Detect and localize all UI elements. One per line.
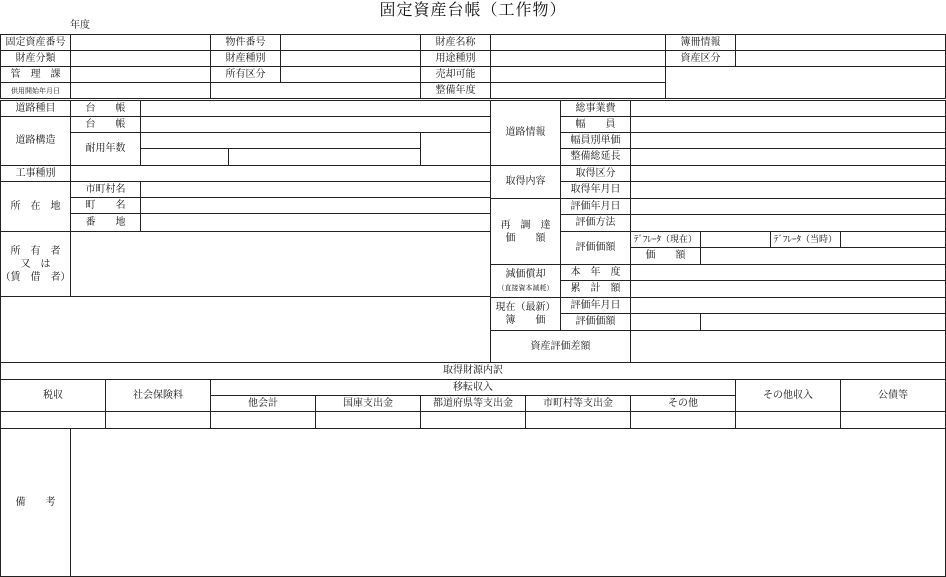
prefectural-field[interactable] [420, 411, 526, 429]
acquisition-category-label: 取得区分 [575, 167, 616, 179]
use-type-field[interactable] [490, 50, 666, 67]
lot-label: 番 地 [85, 216, 126, 228]
unit-price-field[interactable] [630, 132, 946, 149]
municipal-field[interactable] [525, 411, 631, 429]
other-accounts-label: 他会計 [248, 397, 278, 409]
national-field[interactable] [315, 411, 421, 429]
owner-field[interactable] [70, 231, 491, 297]
acquisition-category-field[interactable] [630, 165, 946, 182]
width-label: 幅 員 [575, 118, 616, 130]
total-cost-label: 総事業費 [575, 102, 616, 114]
other-income-label: その他収入 [763, 389, 813, 401]
depreciation-label: 減価償却 [505, 268, 546, 280]
road-structure-label: 道路構造 [15, 135, 56, 146]
lot-field[interactable] [140, 213, 491, 232]
asset-name-label: 財産名称 [435, 36, 476, 48]
others-label: その他 [668, 397, 698, 409]
asset-type-field[interactable] [280, 50, 421, 67]
reproc-eval-date-field[interactable] [630, 198, 946, 215]
total-cost-field[interactable] [630, 100, 946, 117]
asset-class-label: 資産区分 [680, 52, 721, 64]
asset-name-field[interactable] [490, 34, 666, 51]
transfer-label: 移転収入 [453, 381, 493, 393]
deflator-acquired-field[interactable] [840, 231, 946, 248]
price-field[interactable] [700, 247, 946, 265]
ledger-label-2: 台 帳 [85, 118, 126, 130]
tax-label: 税収 [43, 389, 63, 401]
asset-class-field[interactable] [735, 50, 946, 67]
road-type-field[interactable] [140, 100, 491, 117]
left-blank-area [0, 296, 491, 363]
national-label: 国庫支出金 [343, 397, 393, 409]
book-eval-value-field-b[interactable] [700, 313, 946, 331]
deflator-current-label: ﾃﾞﾌﾚｰﾀ（現在） [633, 234, 697, 245]
price-label: 価 額 [645, 250, 686, 261]
use-type-label: 用途種別 [435, 52, 476, 64]
owner-label: 所 有 者 又 は （賃 借 者） [0, 245, 71, 283]
road-structure-field[interactable] [140, 116, 491, 133]
width-field[interactable] [630, 116, 946, 133]
bonds-field[interactable] [840, 411, 946, 429]
service-start-field[interactable] [70, 82, 211, 99]
ledger-label-1: 台 帳 [85, 102, 126, 114]
service-start-extra[interactable] [210, 82, 421, 99]
property-number-field[interactable] [280, 34, 421, 51]
other-income-field[interactable] [735, 411, 841, 429]
useful-life-field[interactable] [140, 132, 421, 149]
property-number-label: 物件番号 [225, 36, 266, 48]
header-blank-area [665, 66, 946, 99]
unit-price-label: 幅員別単価 [570, 134, 621, 146]
cumulative-field[interactable] [630, 280, 946, 298]
asset-category-label: 財産分類 [15, 52, 56, 64]
reproc-eval-method-field[interactable] [630, 214, 946, 232]
road-info-label: 道路情報 [505, 127, 546, 138]
funding-title: 取得財源内訳 [443, 365, 503, 376]
social-insurance-label: 社会保険料 [133, 389, 183, 401]
maintenance-year-label: 整備年度 [435, 84, 476, 96]
town-label: 町 名 [85, 199, 126, 211]
town-field[interactable] [140, 197, 491, 214]
deflator-acquired-label: ﾃﾞﾌﾚｰﾀ（当時） [773, 234, 837, 245]
asset-number-label: 固定資産番号 [5, 36, 66, 48]
register-info-label: 簿冊情報 [680, 36, 721, 48]
remarks-label: 備 考 [15, 496, 56, 508]
book-eval-date-field[interactable] [630, 297, 946, 314]
asset-type-label: 財産種別 [225, 52, 266, 64]
acquisition-date-label: 取得年月日 [570, 184, 621, 195]
page-title: 固定資産台帳（工作物） [379, 0, 567, 19]
department-label: 管 理 課 [10, 68, 61, 80]
road-type-label: 道路種目 [15, 102, 56, 114]
current-year-field[interactable] [630, 264, 946, 281]
total-length-label: 整備総延長 [570, 151, 621, 162]
useful-life-extra[interactable] [420, 132, 491, 166]
acquisition-content-label: 取得内容 [505, 176, 546, 187]
reproc-eval-method-label: 評価方法 [575, 217, 616, 228]
register-info-field[interactable] [735, 34, 946, 51]
location-label: 所 在 地 [10, 200, 61, 212]
book-eval-value-field-a[interactable] [630, 313, 701, 331]
asset-number-field[interactable] [70, 34, 211, 51]
useful-life-sub-b[interactable] [228, 148, 421, 166]
deflator-current-field[interactable] [700, 231, 771, 248]
book-eval-date-label: 評価年月日 [570, 299, 621, 311]
saleable-label: 売却可能 [435, 68, 476, 80]
reprocurement-label: 再 調 達 価 額 [500, 219, 551, 244]
asset-category-field[interactable] [70, 50, 211, 67]
others-field[interactable] [630, 411, 736, 429]
work-type-label: 工事種別 [15, 167, 56, 179]
year-label: 年度 [70, 20, 90, 31]
social-insurance-field[interactable] [105, 411, 211, 429]
other-accounts-field[interactable] [210, 411, 316, 429]
useful-life-sub-a[interactable] [140, 148, 229, 166]
book-value-label: 現在（最新） 簿 価 [495, 302, 556, 326]
ownership-label: 所有区分 [225, 68, 266, 80]
cumulative-label: 累 計 額 [570, 283, 621, 294]
bonds-label: 公債等 [878, 389, 908, 401]
valuation-difference-field[interactable] [630, 330, 946, 363]
prefectural-label: 都道府県等支出金 [433, 397, 513, 409]
municipality-field[interactable] [140, 181, 491, 198]
valuation-difference-label: 資産評価差額 [530, 340, 591, 352]
useful-life-label: 耐用年数 [85, 143, 126, 154]
municipality-label: 市町村名 [85, 183, 126, 195]
saleable-field[interactable] [490, 66, 666, 83]
remarks-field[interactable] [70, 428, 946, 577]
reproc-eval-date-label: 評価年月日 [570, 200, 621, 212]
work-type-field[interactable] [70, 165, 491, 182]
reproc-eval-value-label: 評価価額 [575, 242, 616, 253]
tax-field[interactable] [0, 411, 106, 429]
acquisition-date-field[interactable] [630, 181, 946, 199]
depreciation-note: （直接資本減耗） [497, 283, 554, 292]
municipal-label: 市町村等支出金 [543, 397, 613, 409]
maintenance-year-field[interactable] [490, 82, 666, 99]
service-start-label: 供用開始年月日 [11, 86, 60, 95]
department-field[interactable] [70, 66, 211, 83]
total-length-field[interactable] [630, 148, 946, 166]
book-eval-value-label: 評価価額 [575, 316, 616, 327]
current-year-label: 本 年 度 [570, 266, 621, 278]
ownership-field[interactable] [280, 66, 421, 83]
